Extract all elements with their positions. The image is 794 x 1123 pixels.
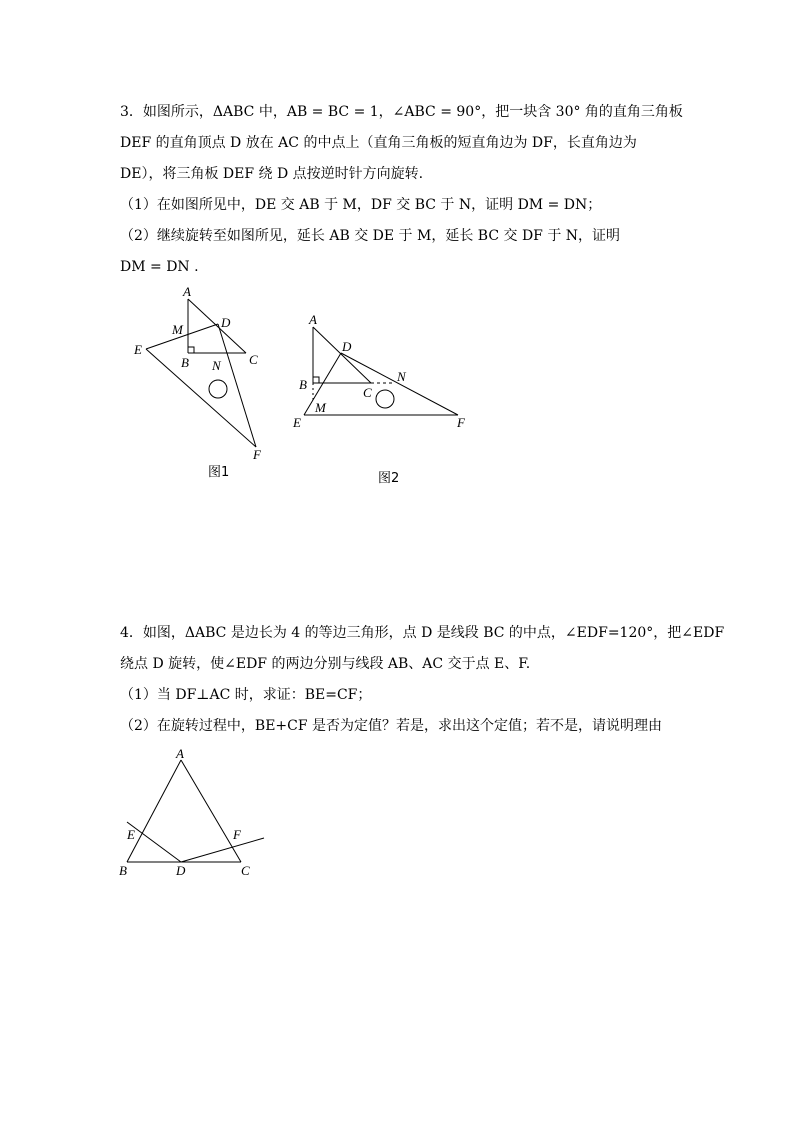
fig3-label-F: F	[233, 827, 241, 842]
fig2-label-F: F	[457, 415, 465, 430]
problem-3-part-2: （2）继续旋转至如图所见，延长 AB 交 DE 于 M，延长 BC 交 DF 于 N，证明	[120, 228, 621, 244]
fig1-label-M: M	[172, 322, 183, 337]
fig2-label-A: A	[309, 312, 317, 327]
fig1-label-N: N	[212, 358, 221, 373]
fig1-label-C: C	[249, 352, 258, 367]
problem-3-part-1: （1）在如图所见中，DE 交 AB 于 M，DF 交 BC 于 N，证明 DM = DN；	[120, 197, 602, 213]
fig3-label-D: D	[176, 863, 186, 878]
problem-3-line-2: DEF 的直角顶点 D 放在 AC 的中点上（直角三角板的短直角边为 DF，长直角边为	[120, 135, 637, 151]
figure-2-caption: 图2	[378, 471, 400, 486]
fig2-label-M: M	[315, 400, 326, 415]
fig1-label-B: B	[181, 355, 189, 370]
fig3-label-E: E	[127, 827, 135, 842]
fig1-label-E: E	[134, 342, 142, 357]
fig3-label-B: B	[119, 863, 127, 878]
fig2-label-D: D	[342, 339, 352, 354]
figure-1-caption: 图1	[208, 465, 230, 480]
fig2-label-C: C	[363, 385, 372, 400]
fig1-label-A: A	[183, 284, 191, 299]
fig2-label-E: E	[293, 415, 301, 430]
problem-4-line-1: 4．如图，ΔABC 是边长为 4 的等边三角形，点 D 是线段 BC 的中点，∠EDF=120°，把∠EDF	[120, 625, 725, 641]
fig1-label-F: F	[253, 447, 261, 462]
problem-4-part-2: （2）在旋转过程中，BE+CF 是否为定值？若是，求出这个定值；若不是，请说明理由	[120, 718, 663, 734]
problem-4-part-1: （1）当 DF⊥AC 时，求证：BE=CF；	[120, 687, 372, 703]
problem-3-line-1: 3．如图所示，ΔABC 中，AB = BC = 1，∠ABC = 90°，把一块含 30° 角的直角三角板	[120, 104, 683, 120]
fig3-label-C: C	[241, 863, 250, 878]
fig2-label-N: N	[397, 369, 406, 384]
fig3-label-A: A	[176, 746, 184, 761]
problem-3-line-6: DM = DN .	[120, 259, 199, 275]
fig1-label-D: D	[221, 315, 231, 330]
problem-4-line-2: 绕点 D 旋转，使∠EDF 的两边分别与线段 AB、AC 交于点 E、F.	[120, 656, 531, 672]
fig2-label-B: B	[299, 377, 307, 392]
problem-3-line-3: DE），将三角板 DEF 绕 D 点按逆时针方向旋转.	[120, 166, 424, 182]
